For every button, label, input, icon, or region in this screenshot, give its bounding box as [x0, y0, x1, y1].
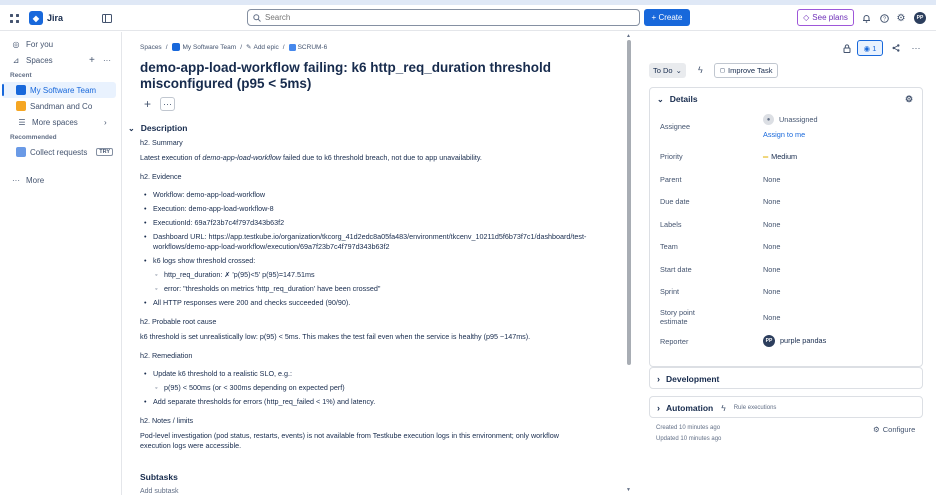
configure-button[interactable] — [873, 425, 915, 434]
sidebar-item-more-spaces[interactable] — [0, 114, 121, 130]
reporter-row — [650, 331, 922, 354]
details-toggle[interactable] — [650, 88, 922, 110]
remediation-list — [140, 369, 620, 407]
lightning-icon: ϟ — [721, 403, 726, 413]
try-badge: TRY — [96, 148, 113, 156]
created-timestamp: Created 10 minutes ago — [656, 425, 721, 431]
issue-details-panel — [640, 32, 936, 495]
watch-button[interactable] — [857, 40, 883, 56]
recent-heading: Recent — [10, 71, 32, 79]
top-navigation-bar — [0, 5, 936, 31]
labels-row — [650, 214, 922, 237]
search-box[interactable] — [247, 9, 640, 26]
list-item: • Add separate thresholds for errors (http_req_failed < 1%) and latency. — [140, 397, 620, 407]
sidebar-item-label: Sandman and Co — [30, 101, 93, 111]
search-input[interactable] — [265, 13, 625, 22]
sidebar-item-spaces[interactable] — [0, 52, 121, 68]
share-icon — [892, 44, 900, 52]
unassigned-avatar-icon: ● — [763, 114, 774, 125]
list-item: • All HTTP responses were 200 and checks succeeded (90/90). — [140, 298, 620, 308]
task-checkbox-icon — [289, 44, 296, 51]
sidebar-toggle-icon[interactable] — [99, 10, 115, 26]
improve-icon: ◻ — [720, 68, 725, 74]
sidebar-item-for-you[interactable] — [0, 36, 121, 52]
field-value[interactable]: None — [763, 242, 781, 251]
development-toggle[interactable] — [650, 368, 922, 390]
notes-text: Pod-level investigation (pod status, restarts, events) is not available from Testkube execution logs in this environment; only workflow execution logs were accessible. — [140, 431, 559, 450]
priority-row — [650, 146, 922, 169]
status-dropdown[interactable] — [649, 63, 686, 78]
assignee-name: Unassigned — [779, 115, 818, 124]
notifications-bell-icon[interactable] — [858, 10, 874, 26]
development-panel[interactable] — [649, 367, 923, 389]
list-item: • Update k6 threshold to a realistic SLO, e.g.: ◦ p(95) < 500ms (or < 300ms depending on expected perf) — [140, 369, 620, 393]
chevron-down-icon: ⌄ — [675, 66, 682, 75]
notes-heading: h2. Notes / limits — [140, 416, 194, 425]
summary-heading: h2. Summary — [140, 138, 183, 147]
field-label: Story point estimate — [660, 307, 695, 326]
app-switcher-icon[interactable] — [6, 10, 22, 26]
project-avatar-icon — [16, 85, 26, 95]
settings-gear-icon[interactable]: ⚙ — [905, 93, 914, 104]
remediation-heading: h2. Remediation — [140, 351, 193, 360]
description-heading: Description — [140, 123, 188, 133]
chevron-down-icon: ⌄ — [128, 123, 135, 133]
settings-gear-icon: ⚙ — [873, 425, 880, 434]
subtasks-heading: Subtasks — [140, 472, 178, 482]
add-button[interactable]: + — [143, 97, 151, 111]
breadcrumb-issue-key[interactable]: SCRUM-6 — [297, 43, 328, 51]
evidence-list — [140, 190, 620, 308]
more-actions-button[interactable]: ··· — [160, 97, 175, 111]
list-item: ◦ p(95) < 500ms (or < 300ms depending on expected perf) — [153, 383, 620, 393]
automation-heading: Automation — [666, 403, 714, 413]
jira-logo-icon: ◆ — [29, 11, 43, 25]
start-date-row — [650, 259, 922, 282]
add-subtask-link[interactable]: Add subtask — [140, 488, 179, 495]
breadcrumb-add-epic[interactable]: Add epic — [253, 43, 279, 51]
project-avatar-icon — [172, 43, 180, 51]
assign-to-me-link[interactable]: Assign to me — [763, 130, 806, 139]
parent-row — [650, 169, 922, 192]
improve-task-button[interactable] — [714, 63, 778, 78]
create-button[interactable]: + Create — [644, 9, 690, 26]
reporter-value[interactable] — [763, 335, 826, 347]
jira-home-link[interactable] — [29, 11, 63, 25]
field-label: Due date — [660, 197, 690, 206]
reporter-avatar: PP — [763, 335, 775, 347]
brand-name: Jira — [47, 13, 64, 23]
chevron-right-icon: › — [657, 374, 660, 384]
eye-icon: ◉ — [863, 43, 871, 53]
list-icon: ☰ — [18, 117, 26, 127]
breadcrumb-spaces[interactable]: Spaces — [140, 43, 162, 51]
field-label: Reporter — [660, 336, 689, 346]
rule-executions-label: Rule executions — [733, 405, 777, 411]
see-plans-button[interactable] — [797, 9, 854, 26]
list-item: • k6 logs show threshold crossed: ◦ http_req_duration: ✗ 'p(95)<5' p(95)=147.51ms ◦ error: "thresholds on metrics 'http_req_duration' have been crossed" — [140, 256, 620, 294]
story-points-row — [650, 304, 922, 331]
help-icon[interactable] — [876, 10, 892, 26]
lock-icon — [843, 44, 851, 53]
field-label: Team — [660, 242, 678, 251]
k6-sub-list — [153, 270, 620, 294]
sidebar-item-more[interactable] — [0, 172, 121, 188]
field-value[interactable]: None — [763, 197, 781, 206]
watch-count: 1 — [872, 43, 877, 53]
summary-text: Latest execution of demo-app-load-workflow failed due to k6 threshold breach, not due to app unavailability. — [140, 153, 482, 162]
chevron-down-icon: ⌄ — [657, 94, 664, 104]
sidebar-item-my-software-team[interactable] — [2, 82, 116, 98]
user-avatar[interactable]: PP — [914, 12, 926, 24]
list-item: • Dashboard URL: https://app.testkube.io/organization/tkcorg_41d2edc8a05fa483/environment/tkcenv_10211d5f6b73f7c1/dashboard/test-workflows/demo-app-load-workflow/execution/69a7f23b7c4f797d343b63f2 — [140, 232, 620, 252]
settings-gear-icon[interactable]: ⚙ — [896, 12, 906, 24]
chevron-right-icon: › — [657, 403, 660, 413]
list-item: • Workflow: demo-app-load-workflow — [140, 190, 620, 200]
field-label: Priority — [660, 152, 683, 161]
evidence-heading: h2. Evidence — [140, 172, 182, 181]
sprint-row — [650, 281, 922, 304]
sidebar-item-label: My Software Team — [30, 85, 97, 95]
sidebar — [0, 32, 122, 495]
root-cause-heading: h2. Probable root cause — [140, 317, 217, 326]
field-label: Assignee — [660, 122, 691, 131]
field-value[interactable]: None — [763, 287, 781, 296]
svg-text:?: ? — [882, 16, 886, 23]
sidebar-item-label: More — [26, 175, 45, 185]
due-date-row — [650, 191, 922, 214]
lightning-icon[interactable]: ϟ — [698, 65, 703, 75]
share-button[interactable] — [888, 40, 904, 56]
root-cause-text: k6 threshold is set unrealistically low: p(95) < 5ms. This makes the test fail even when the service is healthy (p95 ~147ms). — [140, 332, 531, 341]
field-value[interactable]: None — [763, 174, 781, 184]
see-plans-label: See plans — [812, 13, 848, 22]
assignee-value[interactable] — [763, 114, 818, 125]
breadcrumb: Spaces / My Software Team / ✎ Add epic / SCRUM-6 — [140, 43, 328, 51]
sidebar-item-collect-requests[interactable] — [0, 144, 121, 160]
remediation-sub-list — [153, 383, 620, 393]
description-body[interactable] — [140, 138, 620, 456]
collect-requests-icon — [16, 147, 26, 157]
reporter-name: purple pandas — [780, 336, 827, 345]
lock-button[interactable] — [839, 40, 855, 56]
priority-medium-icon: ═ — [763, 152, 769, 161]
list-item: • Execution: demo-app-load-workflow-8 — [140, 204, 620, 214]
field-label: Start date — [660, 264, 692, 274]
field-label: Labels — [660, 219, 682, 229]
field-label: Parent — [660, 174, 682, 184]
search-icon — [253, 14, 261, 22]
list-item: ◦ error: "thresholds on metrics 'http_req_duration' have been crossed" — [153, 284, 620, 294]
sidebar-item-label: More spaces — [32, 117, 78, 127]
details-panel — [649, 87, 923, 367]
person-circle-icon: ◎ — [12, 39, 20, 49]
edit-pencil-icon: ✎ — [246, 44, 252, 51]
field-value[interactable]: None — [763, 312, 781, 322]
development-heading: Development — [666, 374, 720, 384]
spaces-icon: ⊿ — [12, 55, 20, 65]
sidebar-item-label: Spaces — [26, 55, 53, 65]
automation-panel[interactable] — [649, 396, 923, 418]
description-toggle[interactable] — [128, 123, 187, 133]
field-label: Sprint — [660, 287, 680, 296]
scroll-up-icon[interactable]: ▲ — [626, 33, 631, 39]
status-label: To Do — [653, 66, 673, 75]
chevron-right-icon: › — [104, 117, 107, 127]
project-avatar-icon — [16, 101, 26, 111]
automation-toggle[interactable] — [650, 397, 922, 419]
gem-icon: ◇ — [803, 13, 810, 22]
more-actions-button[interactable]: ··· — [911, 43, 921, 53]
more-dots-icon: ··· — [12, 175, 20, 185]
issue-title[interactable]: demo-app-load-workflow failing: k6 http_req_duration threshold misconfigured (p95 < 5ms) — [140, 60, 552, 91]
list-item: • ExecutionId: 69a7f23b7c4f797d343b63f2 — [140, 218, 620, 228]
field-value[interactable]: None — [763, 219, 781, 229]
field-value[interactable]: None — [763, 264, 781, 274]
more-options-icon[interactable]: ··· — [103, 55, 111, 65]
issue-main-content — [122, 32, 634, 495]
sidebar-item-sandman-and-co[interactable] — [0, 98, 121, 114]
details-heading: Details — [669, 94, 698, 104]
main-scrollbar[interactable] — [627, 40, 631, 365]
updated-timestamp: Updated 10 minutes ago — [656, 436, 722, 442]
priority-value[interactable]: ═ Medium — [763, 152, 798, 161]
assignee-row — [650, 110, 922, 146]
configure-label: Configure — [882, 425, 916, 434]
sidebar-item-label: For you — [26, 39, 54, 49]
improve-task-label: Improve Task — [727, 66, 773, 75]
breadcrumb-team[interactable]: My Software Team — [182, 43, 237, 51]
team-row — [650, 236, 922, 259]
scroll-down-icon[interactable]: ▼ — [626, 487, 631, 493]
sidebar-item-label: Collect requests — [30, 147, 88, 157]
add-space-icon[interactable]: + — [89, 54, 95, 66]
recommended-heading: Recommended — [10, 133, 57, 141]
list-item: ◦ http_req_duration: ✗ 'p(95)<5' p(95)=147.51ms — [153, 270, 620, 280]
